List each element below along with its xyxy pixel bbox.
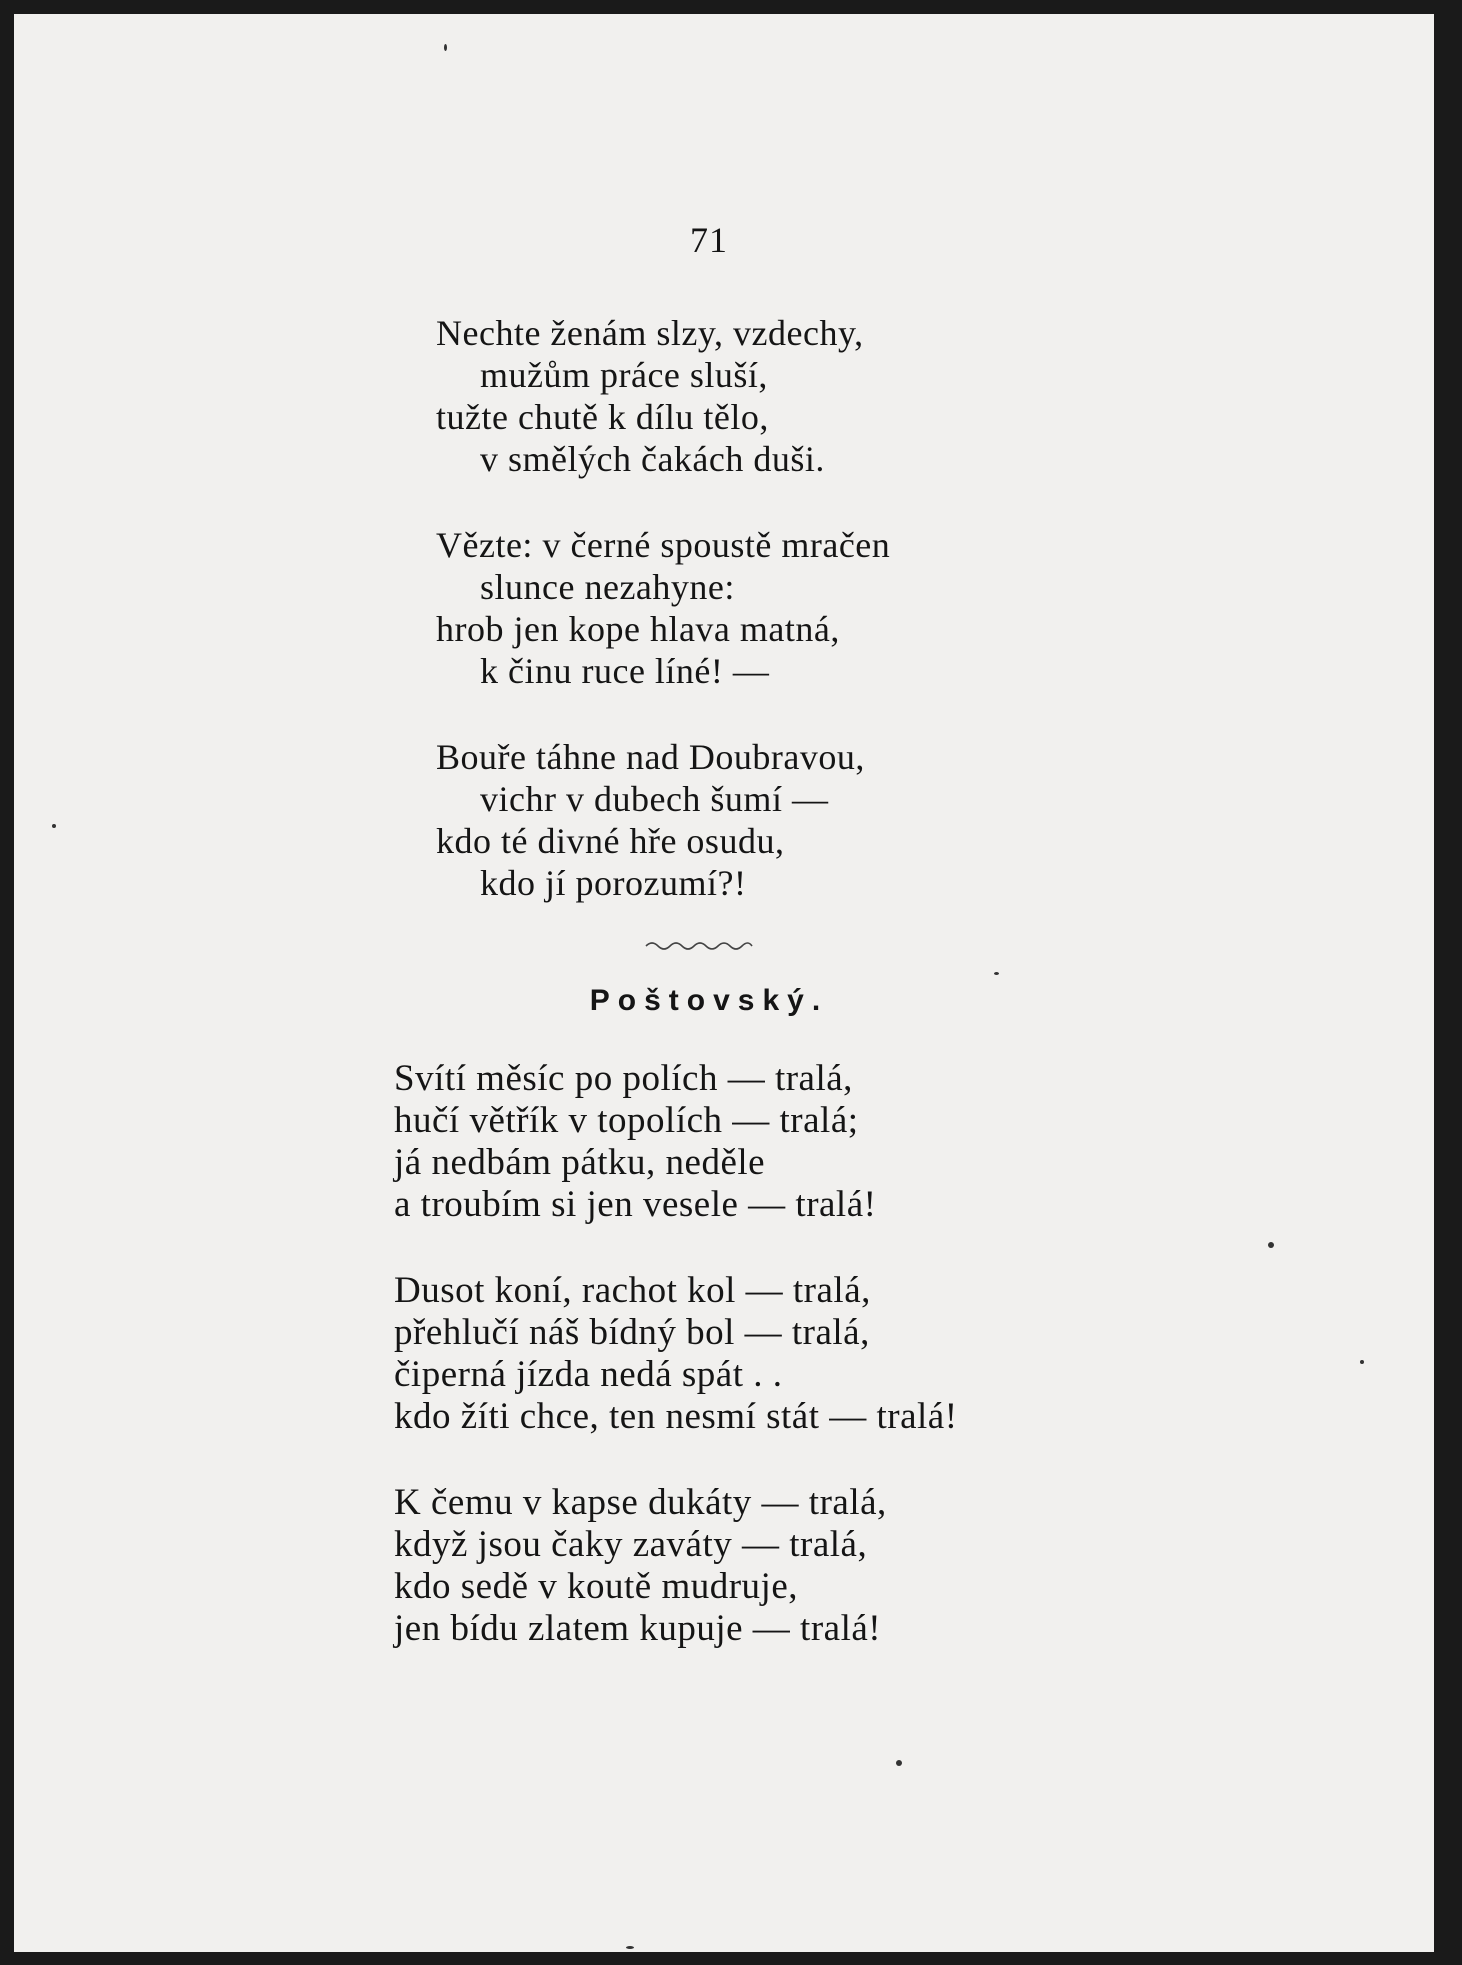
verse-line: když jsou čaky zaváty — tralá, [394, 1524, 868, 1565]
verse-line: Svítí měsíc po polích — tralá, [394, 1058, 853, 1099]
verse-line: K čemu v kapse dukáty — tralá, [394, 1482, 887, 1523]
ornament-divider [644, 938, 754, 952]
verse-line: Dusot koní, rachot kol — tralá, [394, 1270, 871, 1311]
print-speck [52, 824, 56, 828]
verse-line: jen bídu zlatem kupuje — tralá! [394, 1608, 882, 1649]
stanza-2 [394, 1270, 958, 1438]
print-speck [994, 972, 999, 975]
verse-line: kdo sedě v koutě mudruje, [394, 1566, 798, 1607]
print-speck [1360, 1360, 1364, 1364]
verse-line: Nechte ženám slzy, vzdechy, [436, 313, 864, 353]
print-speck [626, 1946, 634, 1949]
verse-line: kdo jí porozumí?! [480, 863, 747, 903]
verse-line: čiperná jízda nedá spát . . [394, 1354, 783, 1395]
poem-title: Poštovský. [589, 984, 829, 1017]
verse-line: kdo té divné hře osudu, [436, 821, 785, 861]
stanza-2 [436, 524, 890, 692]
verse-line: Vězte: v černé spoustě mračen [436, 525, 891, 565]
print-speck [1268, 1242, 1274, 1248]
verse-line: já nedbám pátku, neděle [394, 1142, 766, 1183]
poem-postovsky [394, 1058, 958, 1694]
print-speck [896, 1760, 902, 1766]
page-number: 71 [690, 220, 728, 260]
stanza-3 [394, 1482, 958, 1650]
verse-line: a troubím si jen vesele — tralá! [394, 1184, 877, 1225]
verse-line: v smělých čakách duši. [480, 439, 825, 479]
verse-line: Bouře táhne nad Doubravou, [436, 737, 865, 777]
verse-line: slunce nezahyne: [480, 567, 735, 607]
verse-line: kdo žíti chce, ten nesmí stát — tralá! [394, 1396, 958, 1437]
book-page [14, 14, 1434, 1952]
verse-line: tužte chutě k dílu tělo, [436, 397, 769, 437]
verse-line: vichr v dubech šumí — [480, 779, 829, 819]
print-speck [444, 44, 447, 51]
verse-line: k činu ruce líné! — [480, 651, 770, 691]
verse-line: hrob jen kope hlava matná, [436, 609, 840, 649]
verse-line: hučí větřík v topolích — tralá; [394, 1100, 859, 1141]
stanza-3 [436, 736, 890, 904]
verse-line: mužům práce sluší, [480, 355, 768, 395]
stanza-1 [436, 312, 890, 480]
stanza-1 [394, 1058, 958, 1226]
verse-line: přehlučí náš bídný bol — tralá, [394, 1312, 870, 1353]
poem-continued [436, 312, 890, 948]
